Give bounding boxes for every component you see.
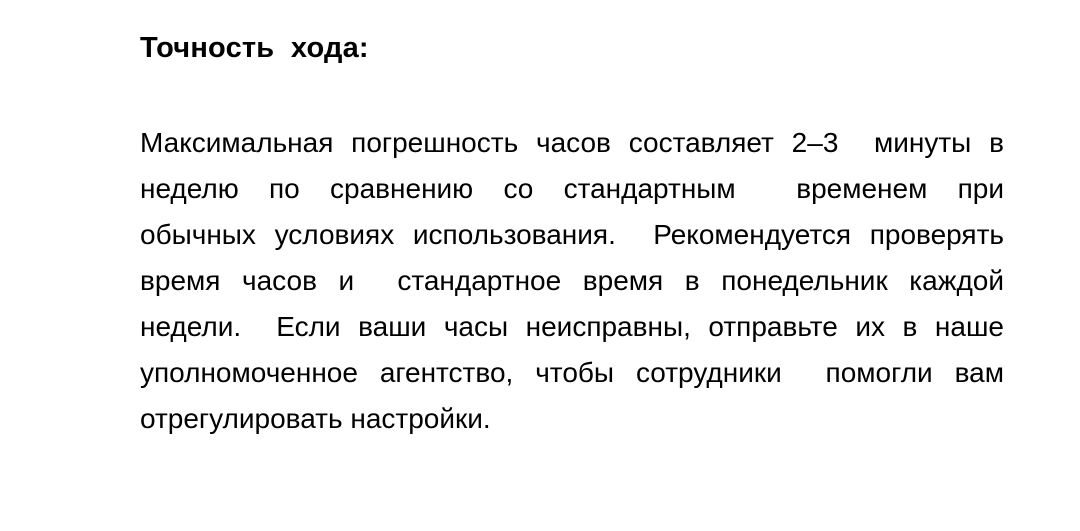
document-content	[140, 28, 1004, 442]
paragraph-line: неделю по сравнению со стандартным временем при	[140, 173, 1004, 204]
paragraph-line: отрегулировать настройки.	[140, 403, 491, 434]
paragraph-line: обычных условиях использования. Рекомендуется проверять	[140, 219, 1004, 250]
paragraph-line: недели. Если ваши часы неисправны, отправьте их в наше	[140, 311, 1004, 342]
paragraph-line: уполномоченное агентство, чтобы сотрудники помогли вам	[140, 357, 1004, 388]
section-heading: Точность хода:	[140, 32, 369, 64]
paragraph-line: Максимальная погрешность часов составляет 2–3 минуты в	[140, 127, 1004, 158]
paragraph-line: время часов и стандартное время в понедельник каждой	[140, 265, 1004, 296]
paragraph	[140, 120, 1004, 442]
